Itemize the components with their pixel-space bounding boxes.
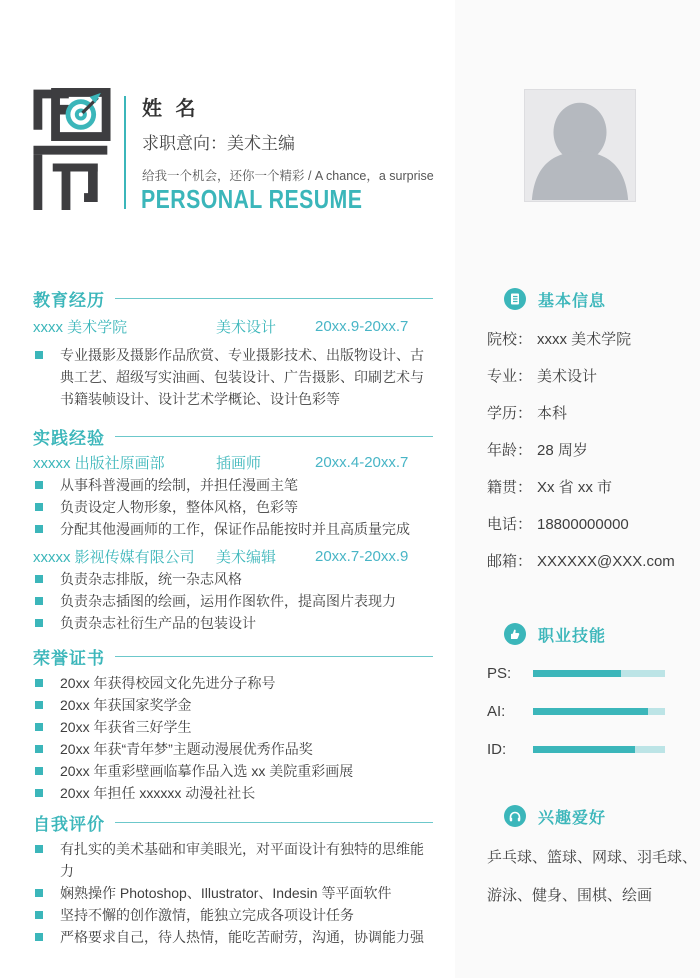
- bullet-square-icon: [35, 911, 43, 919]
- honor-bullet: [33, 716, 433, 738]
- skill-label: PS:: [487, 664, 512, 682]
- document-icon: [504, 288, 526, 310]
- bullet-square-icon: [35, 575, 43, 583]
- experience-bullet: [33, 496, 433, 518]
- section-title: 职业技能: [538, 627, 607, 645]
- section-title: 基本信息: [538, 292, 607, 310]
- resume-target-logo-icon: [33, 88, 111, 210]
- bullet-square-icon: [35, 767, 43, 775]
- info-label: 院校：: [487, 331, 533, 348]
- section-header-experience: [33, 426, 433, 446]
- info-row: [487, 369, 667, 384]
- school-name: xxxx 美术学院: [33, 319, 128, 336]
- skill-progress-fill: [533, 670, 621, 677]
- headphones-icon: [504, 805, 526, 827]
- self-evaluation-bullet: [33, 838, 433, 882]
- honor-bullet: [33, 738, 433, 760]
- experience-bullet: [33, 518, 433, 540]
- job-intention: 求职意向：美术主编: [142, 134, 295, 153]
- info-value: 28 周岁: [537, 442, 588, 459]
- bullet-square-icon: [35, 481, 43, 489]
- bullet-square-icon: [35, 351, 43, 359]
- section-header-education: [33, 288, 433, 308]
- bullet-text: 有扎实的美术基础和审美眼光，对平面设计有独特的思维能力: [60, 841, 424, 879]
- header-vertical-divider: [124, 96, 126, 209]
- info-value: 美术设计: [537, 368, 598, 385]
- bullet-text: 专业摄影及摄影作品欣赏、专业摄影技术、出版物设计、古典工艺、超级写实油画、包装设计、广告摄影、印刷艺术与书籍装帧设计、设计艺术学概论、设计色彩等: [60, 347, 424, 407]
- bullet-square-icon: [35, 745, 43, 753]
- thumbs-up-icon: [504, 623, 526, 645]
- skill-row-ps: [487, 663, 667, 683]
- bullet-text: 20xx 年担任 xxxxxx 动漫社社长: [60, 785, 256, 801]
- experience-entry: [33, 452, 433, 540]
- candidate-name: 姓 名: [142, 98, 200, 120]
- experience-entry-row: [33, 546, 433, 566]
- experience-bullet: [33, 590, 433, 612]
- sidebar-column: [487, 286, 698, 904]
- honor-bullet: [33, 672, 433, 694]
- info-label: 专业：: [487, 368, 533, 385]
- info-label: 年龄：: [487, 442, 533, 459]
- info-row: [487, 480, 667, 495]
- bullet-text: 娴熟操作 Photoshop、Illustrator、Indesin 等平面软件: [60, 885, 392, 901]
- experience-bullet: [33, 568, 433, 590]
- info-row: [487, 553, 675, 570]
- bullet-text: 分配其他漫画师的工作，保证作品能按时并且高质量完成: [60, 521, 410, 537]
- experience-period: 20xx.4-20xx.7: [315, 454, 409, 471]
- major-name: 美术设计: [216, 319, 277, 336]
- info-value: XXXXXX@XXX.com: [537, 553, 675, 570]
- section-header-honors: [33, 646, 433, 666]
- bullet-square-icon: [35, 597, 43, 605]
- education-entry-row: [33, 316, 433, 336]
- info-label: 籍贯：: [487, 479, 533, 496]
- bullet-text: 20xx 年重彩壁画临摹作品入选 xx 美院重彩画展: [60, 763, 354, 779]
- bullet-square-icon: [35, 701, 43, 709]
- section-divider-line: [115, 656, 433, 657]
- company-name: xxxxx 出版社原画部: [33, 455, 165, 472]
- honor-bullet: [33, 782, 433, 804]
- skill-label: AI:: [487, 702, 506, 720]
- bullet-square-icon: [35, 503, 43, 511]
- skill-progress-bar: [533, 746, 665, 753]
- section-title: 教育经历: [33, 290, 105, 310]
- self-evaluation-list: [33, 838, 433, 948]
- bullet-square-icon: [35, 789, 43, 797]
- section-title: 荣誉证书: [33, 648, 105, 668]
- bullet-square-icon: [35, 933, 43, 941]
- experience-entry: [33, 546, 433, 634]
- education-bullet: [33, 344, 433, 410]
- section-title: 自我评价: [33, 814, 105, 834]
- section-divider-line: [115, 822, 433, 823]
- photo-placeholder: [524, 89, 636, 202]
- bullet-text: 负责设定人物形象，整体风格，色彩等: [60, 499, 298, 515]
- honor-bullet: [33, 760, 433, 782]
- section-divider-line: [115, 298, 433, 299]
- bullet-square-icon: [35, 723, 43, 731]
- section-header-hobbies: [487, 805, 667, 827]
- section-header-self-evaluation: [33, 812, 433, 832]
- bullet-square-icon: [35, 845, 43, 853]
- section-header-basic-info: [487, 288, 667, 310]
- info-label: 学历：: [487, 405, 533, 422]
- person-silhouette-icon: [525, 90, 635, 201]
- skill-progress-bar: [533, 708, 665, 715]
- section-header-skills: [487, 623, 667, 645]
- bullet-text: 20xx 年获省三好学生: [60, 719, 192, 735]
- experience-bullet: [33, 474, 433, 496]
- honors-list: [33, 672, 433, 804]
- bullet-text: 20xx 年获国家奖学金: [60, 697, 192, 713]
- skill-row-ai: [487, 701, 667, 721]
- bullet-text: 负责杂志社衍生产品的包装设计: [60, 615, 256, 631]
- honor-bullet: [33, 694, 433, 716]
- skill-label: ID:: [487, 740, 507, 758]
- info-value: Xx 省 xx 市: [537, 479, 613, 496]
- info-value: 18800000000: [537, 516, 629, 533]
- education-period: 20xx.9-20xx.7: [315, 318, 409, 335]
- english-title: PERSONAL RESUME: [141, 184, 363, 214]
- job-title: 美术编辑: [216, 549, 277, 566]
- bullet-square-icon: [35, 619, 43, 627]
- bullet-square-icon: [35, 889, 43, 897]
- bullet-square-icon: [35, 679, 43, 687]
- main-column: [33, 288, 433, 948]
- company-name: xxxxx 影视传媒有限公司: [33, 549, 195, 566]
- skill-row-id: [487, 739, 667, 759]
- skill-progress-fill: [533, 708, 648, 715]
- self-evaluation-bullet: [33, 882, 433, 904]
- self-evaluation-bullet: [33, 926, 433, 948]
- experience-bullet: [33, 612, 433, 634]
- experience-period: 20xx.7-20xx.9: [315, 548, 409, 565]
- info-row: [487, 332, 667, 347]
- experience-entry-row: [33, 452, 433, 472]
- job-title: 插画师: [216, 455, 262, 472]
- info-label: 电话：: [487, 516, 533, 533]
- bullet-text: 从事科普漫画的绘制，并担任漫画主笔: [60, 477, 298, 493]
- bullet-text: 负责杂志插图的绘画，运用作图软件，提高图片表现力: [60, 593, 396, 609]
- section-title: 实践经验: [33, 428, 105, 448]
- section-divider-line: [115, 436, 433, 437]
- header-tagline: 给我一个机会，还你一个精彩 / A chance，a surprise: [142, 169, 434, 183]
- bullet-text: 20xx 年获得校园文化先进分子称号: [60, 675, 276, 691]
- hobbies-line: 乒乓球、篮球、网球、羽毛球、: [487, 849, 698, 866]
- skill-progress-bar: [533, 670, 665, 677]
- info-value: xxxx 美术学院: [537, 331, 632, 348]
- education-entry: [33, 316, 433, 410]
- info-value: 本科: [537, 405, 568, 422]
- bullet-text: 坚持不懈的创作激情，能独立完成各项设计任务: [60, 907, 354, 923]
- bullet-text: 负责杂志排版，统一杂志风格: [60, 571, 242, 587]
- bullet-text: 严格要求自己，待人热情，能吃苦耐劳，沟通，协调能力强: [60, 929, 424, 945]
- bullet-square-icon: [35, 525, 43, 533]
- self-evaluation-bullet: [33, 904, 433, 926]
- bullet-text: 20xx 年获“青年梦”主题动漫展优秀作品奖: [60, 741, 313, 757]
- hobbies-line: 游泳、健身、围棋、绘画: [487, 887, 653, 904]
- info-row: [487, 517, 667, 532]
- info-row: [487, 406, 667, 421]
- info-label: 邮箱：: [487, 553, 533, 570]
- skill-progress-fill: [533, 746, 635, 753]
- info-row: [487, 443, 667, 458]
- section-title: 兴趣爱好: [538, 809, 607, 827]
